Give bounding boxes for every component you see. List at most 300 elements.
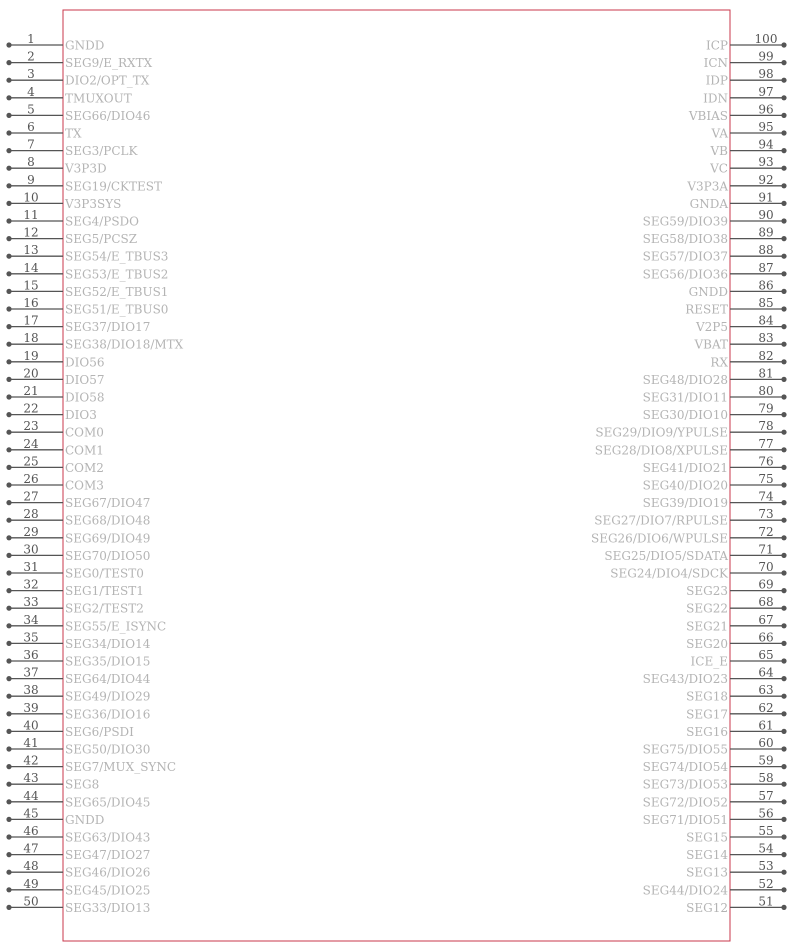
- pin-endpoint: [781, 553, 786, 558]
- pin-name: ICE_E: [690, 654, 728, 669]
- pin-name: DIO3: [65, 408, 97, 423]
- pin-endpoint: [781, 887, 786, 892]
- pin-endpoint: [781, 430, 786, 435]
- pin-name: SEG64/DIO44: [65, 672, 151, 687]
- pin-number: 36: [23, 648, 39, 662]
- pin-endpoint: [781, 834, 786, 839]
- pin-endpoint: [781, 641, 786, 646]
- pin-6: [6, 120, 82, 141]
- pin-number: 72: [758, 524, 774, 539]
- pin-endpoint: [6, 430, 11, 435]
- pin-name: SEG27/DIO7/RPULSE: [594, 513, 728, 528]
- pin-name: SEG18: [686, 689, 728, 704]
- pin-endpoint: [6, 553, 11, 558]
- pin-endpoint: [781, 482, 786, 487]
- pin-endpoint: [781, 113, 786, 118]
- pin-26: [6, 472, 104, 493]
- pin-endpoint: [781, 465, 786, 470]
- pin-name: SEG6/PSDI: [65, 724, 134, 739]
- pin-name: SEG54/E_TBUS3: [65, 249, 169, 264]
- pin-endpoint: [781, 623, 786, 628]
- pin-endpoint: [6, 887, 11, 892]
- pin-name: SEG71/DIO51: [642, 812, 728, 827]
- pin-name: SEG45/DIO25: [65, 883, 151, 898]
- pin-number: 51: [758, 894, 774, 909]
- pin-endpoint: [781, 694, 786, 699]
- pin-number: 53: [758, 859, 774, 874]
- pin-name: SEG44/DIO24: [642, 883, 728, 898]
- pin-number: 73: [758, 507, 774, 522]
- pin-97: [703, 85, 786, 106]
- pin-number: 63: [758, 683, 774, 698]
- pin-82: [710, 349, 786, 370]
- pin-endpoint: [6, 817, 11, 822]
- pin-endpoint: [781, 60, 786, 65]
- pin-8: [6, 155, 106, 176]
- pin-name: VC: [710, 161, 728, 176]
- pin-endpoint: [6, 236, 11, 241]
- pin-98: [706, 67, 787, 88]
- pin-23: [6, 419, 104, 440]
- pin-endpoint: [6, 465, 11, 470]
- pin-name: SEG36/DIO16: [65, 707, 151, 722]
- pin-number: 100: [754, 32, 778, 46]
- pin-endpoint: [6, 113, 11, 118]
- pin-name: DIO58: [65, 390, 105, 405]
- pin-number: 33: [23, 595, 39, 610]
- pin-number: 12: [23, 225, 39, 240]
- pin-number: 91: [758, 190, 774, 205]
- pin-number: 65: [758, 648, 774, 662]
- pin-number: 88: [758, 243, 774, 258]
- pin-number: 14: [23, 260, 39, 275]
- pin-number: 98: [758, 67, 774, 82]
- pin-endpoint: [6, 342, 11, 347]
- pin-number: 41: [23, 736, 39, 750]
- pin-number: 71: [758, 542, 774, 557]
- pin-number: 93: [758, 155, 774, 170]
- pin-name: SEG24/DIO4/SDCK: [610, 566, 728, 581]
- pin-name: COM1: [65, 443, 104, 458]
- pin-number: 42: [23, 753, 39, 768]
- pin-endpoint: [6, 641, 11, 646]
- pin-number: 77: [758, 436, 774, 451]
- pin-name: IDP: [705, 73, 728, 88]
- pin-number: 6: [27, 120, 35, 134]
- pin-4: [6, 85, 131, 106]
- pin-endpoint: [781, 148, 786, 153]
- pin-endpoint: [6, 254, 11, 259]
- pin-endpoint: [781, 570, 786, 575]
- pin-name: RESET: [685, 302, 728, 317]
- pin-endpoint: [6, 870, 11, 875]
- pin-name: SEG8: [65, 777, 100, 792]
- pin-name: SEG13: [686, 865, 728, 880]
- pin-number: 92: [758, 172, 774, 187]
- pin-number: 43: [23, 771, 39, 786]
- pin-endpoint: [781, 764, 786, 769]
- pin-number: 37: [23, 665, 39, 680]
- pin-name: SEG30/DIO10: [642, 408, 728, 423]
- pin-name: V3P3D: [65, 161, 107, 176]
- pin-name: GNDD: [65, 38, 105, 53]
- pin-endpoint: [781, 130, 786, 135]
- pin-number: 18: [23, 331, 39, 346]
- pin-number: 25: [23, 454, 39, 469]
- pin-number: 90: [758, 208, 774, 222]
- pin-endpoint: [781, 412, 786, 417]
- pin-19: [6, 349, 104, 370]
- pin-name: SEG14: [686, 848, 728, 863]
- pin-endpoint: [6, 394, 11, 399]
- pin-number: 17: [23, 313, 39, 328]
- pin-endpoint: [781, 271, 786, 276]
- pin-endpoint: [6, 130, 11, 135]
- pin-name: SEG49/DIO29: [65, 689, 151, 704]
- pin-name: DIO57: [65, 372, 105, 387]
- pin-name: IDN: [703, 91, 728, 106]
- pin-endpoint: [781, 870, 786, 875]
- pin-name: GNDA: [689, 196, 728, 211]
- pin-endpoint: [6, 782, 11, 787]
- pin-endpoint: [781, 359, 786, 364]
- pin-name: V2P5: [695, 320, 728, 335]
- pin-name: SEG43/DIO23: [642, 672, 728, 687]
- pin-number: 29: [23, 524, 39, 539]
- pin-endpoint: [781, 166, 786, 171]
- pin-number: 86: [758, 278, 774, 293]
- pin-endpoint: [6, 694, 11, 699]
- pin-number: 76: [758, 454, 774, 469]
- pin-endpoint: [781, 676, 786, 681]
- pin-number: 54: [758, 841, 774, 856]
- pin-endpoint: [6, 535, 11, 540]
- pin-72: [591, 525, 787, 546]
- pin-name: SEG7/MUX_SYNC: [65, 760, 177, 775]
- pin-100: [706, 32, 787, 53]
- pin-number: 60: [758, 736, 774, 750]
- pin-number: 22: [23, 401, 39, 416]
- pin-endpoint: [781, 799, 786, 804]
- pin-number: 31: [23, 560, 39, 574]
- pin-name: SEG68/DIO48: [65, 513, 151, 528]
- pin-endpoint: [781, 394, 786, 399]
- pin-number: 68: [758, 595, 774, 610]
- pin-number: 2: [27, 49, 35, 64]
- pin-endpoint: [781, 236, 786, 241]
- pin-endpoint: [781, 746, 786, 751]
- pin-name: SEG46/DIO26: [65, 865, 151, 880]
- pin-name: GNDD: [688, 284, 728, 299]
- pin-endpoint: [781, 782, 786, 787]
- pin-number: 87: [758, 260, 774, 275]
- pin-number: 13: [23, 243, 39, 258]
- pin-name: SEG5/PCSZ: [65, 232, 138, 247]
- pin-endpoint: [6, 905, 11, 910]
- pin-endpoint: [781, 852, 786, 857]
- pin-1: [6, 32, 104, 53]
- pin-name: SEG3/PCLK: [65, 144, 138, 159]
- pin-endpoint: [6, 271, 11, 276]
- pin-name: SEG67/DIO47: [65, 496, 151, 511]
- pin-name: SEG55/E_ISYNC: [65, 619, 167, 634]
- pin-endpoint: [6, 606, 11, 611]
- pin-25: [6, 454, 104, 475]
- ic-body-outline: [63, 10, 730, 941]
- pin-endpoint: [6, 482, 11, 487]
- pin-name: SEG22: [686, 601, 728, 616]
- pin-endpoint: [6, 324, 11, 329]
- pin-name: SEG28/DIO8/XPULSE: [594, 443, 728, 458]
- pin-number: 95: [758, 120, 774, 134]
- pin-name: SEG37/DIO17: [65, 320, 151, 335]
- pin-number: 3: [27, 67, 35, 82]
- pin-name: DIO56: [65, 355, 105, 370]
- pin-number: 52: [758, 876, 774, 891]
- pin-number: 67: [758, 612, 774, 627]
- pin-number: 85: [758, 296, 774, 310]
- pin-name: SEG2/TEST2: [65, 601, 144, 616]
- pin-endpoint: [6, 764, 11, 769]
- pin-name: SEG25/DIO5/SDATA: [604, 548, 728, 563]
- pin-name: SEG38/DIO18/MTX: [65, 337, 184, 352]
- pin-endpoint: [6, 306, 11, 311]
- pin-95: [710, 120, 786, 141]
- pin-number: 5: [27, 102, 35, 117]
- pin-name: ICN: [703, 56, 728, 71]
- pin-endpoint: [781, 289, 786, 294]
- pin-name: TMUXOUT: [65, 91, 132, 106]
- pin-number: 46: [23, 824, 39, 838]
- pin-number: 4: [27, 84, 35, 99]
- pin-name: VA: [711, 126, 728, 141]
- pin-name: SEG17: [686, 707, 728, 722]
- pin-endpoint: [6, 799, 11, 804]
- pin-93: [709, 155, 786, 176]
- pin-number: 70: [758, 560, 774, 574]
- pin-endpoint: [781, 42, 786, 47]
- pin-name: SEG23: [686, 584, 728, 599]
- pin-name: SEG21: [686, 619, 728, 634]
- pin-number: 84: [758, 313, 774, 328]
- pin-endpoint: [781, 342, 786, 347]
- pin-endpoint: [6, 166, 11, 171]
- pin-number: 23: [23, 419, 39, 434]
- pin-number: 7: [27, 137, 35, 152]
- pin-endpoint: [6, 289, 11, 294]
- pin-endpoint: [6, 447, 11, 452]
- pin-number: 97: [758, 84, 774, 99]
- pin-number: 20: [23, 366, 39, 381]
- pin-endpoint: [6, 78, 11, 83]
- pin-number: 48: [23, 859, 39, 874]
- pin-number: 28: [23, 507, 39, 522]
- pin-name: SEG74/DIO54: [642, 760, 728, 775]
- pin-name: SEG29/DIO9/YPULSE: [595, 425, 728, 440]
- pin-number: 44: [23, 788, 39, 803]
- pin-number: 19: [23, 348, 39, 363]
- pin-endpoint: [6, 834, 11, 839]
- pin-endpoint: [6, 218, 11, 223]
- pin-endpoint: [781, 254, 786, 259]
- pin-endpoint: [781, 500, 786, 505]
- pin-name: SEG9/E_RXTX: [65, 56, 153, 71]
- pin-endpoint: [6, 500, 11, 505]
- pin-endpoint: [781, 518, 786, 523]
- pin-number: 78: [758, 419, 774, 434]
- pin-name: SEG31/DIO11: [642, 390, 728, 405]
- pin-endpoint: [781, 729, 786, 734]
- pin-endpoint: [781, 95, 786, 100]
- pin-number: 61: [758, 718, 774, 733]
- pin-name: SEG0/TEST0: [65, 566, 144, 581]
- pin-number: 40: [23, 718, 39, 733]
- pin-name: SEG48/DIO28: [642, 372, 728, 387]
- pin-43: [6, 771, 99, 792]
- pin-name: SEG73/DIO53: [642, 777, 728, 792]
- pin-name: COM0: [65, 425, 104, 440]
- pin-number: 49: [23, 876, 39, 891]
- pin-number: 50: [23, 894, 39, 909]
- pin-name: SEG65/DIO45: [65, 795, 151, 810]
- pin-number: 11: [23, 208, 39, 222]
- pin-number: 75: [758, 472, 774, 486]
- pin-number: 81: [758, 366, 774, 381]
- pin-name: RX: [710, 355, 728, 370]
- pin-number: 58: [758, 771, 774, 786]
- pin-endpoint: [781, 324, 786, 329]
- pin-name: SEG66/DIO46: [65, 108, 151, 123]
- pin-number: 10: [23, 190, 39, 205]
- pin-endpoint: [781, 905, 786, 910]
- pin-name: SEG33/DIO13: [65, 900, 151, 915]
- pin-name: SEG69/DIO49: [65, 531, 151, 546]
- pin-number: 15: [23, 278, 39, 293]
- pin-name: SEG4/PSDO: [65, 214, 139, 229]
- pin-endpoint: [6, 201, 11, 206]
- pin-name: SEG75/DIO55: [642, 742, 728, 757]
- pin-name: SEG63/DIO43: [65, 830, 151, 845]
- pin-endpoint: [6, 148, 11, 153]
- pin-endpoint: [6, 746, 11, 751]
- pin-name: SEG34/DIO14: [65, 636, 151, 651]
- pin-name: GNDD: [65, 812, 105, 827]
- pin-endpoint: [781, 377, 786, 382]
- pin-name: SEG12: [686, 900, 728, 915]
- pin-name: SEG70/DIO50: [65, 548, 151, 563]
- pin-name: SEG41/DIO21: [642, 460, 728, 475]
- pin-endpoint: [781, 447, 786, 452]
- pin-number: 99: [758, 49, 774, 64]
- pin-number: 94: [758, 137, 774, 152]
- pin-number: 83: [758, 331, 774, 346]
- pin-name: SEG20: [686, 636, 728, 651]
- pin-number: 59: [758, 753, 774, 768]
- pin-endpoint: [781, 535, 786, 540]
- pin-endpoint: [6, 95, 11, 100]
- pin-number: 8: [27, 155, 35, 170]
- pin-number: 26: [23, 472, 39, 486]
- pin-endpoint: [781, 78, 786, 83]
- pin-endpoint: [6, 729, 11, 734]
- pin-name: SEG72/DIO52: [642, 795, 728, 810]
- pin-endpoint: [781, 658, 786, 663]
- pin-number: 89: [758, 225, 774, 240]
- pin-number: 35: [23, 630, 39, 645]
- pin-number: 39: [23, 700, 39, 715]
- pin-number: 21: [23, 384, 39, 398]
- pin-endpoint: [781, 606, 786, 611]
- pin-name: SEG1/TEST1: [65, 584, 144, 599]
- pin-94: [710, 138, 787, 159]
- pin-number: 45: [23, 806, 39, 821]
- pin-number: 47: [23, 841, 39, 856]
- pin-name: SEG58/DIO38: [642, 232, 728, 247]
- pin-endpoint: [781, 711, 786, 716]
- right-pin-column: [591, 32, 787, 915]
- pin-name: SEG52/E_TBUS1: [65, 284, 169, 299]
- pin-number: 34: [23, 612, 39, 627]
- pin-name: COM3: [65, 478, 104, 493]
- pin-endpoint: [6, 711, 11, 716]
- pin-endpoint: [6, 359, 11, 364]
- pin-number: 16: [23, 296, 39, 310]
- pin-endpoint: [781, 218, 786, 223]
- pin-name: SEG51/E_TBUS0: [65, 302, 169, 317]
- pin-name: SEG59/DIO39: [642, 214, 728, 229]
- pin-21: [6, 384, 104, 405]
- pin-name: SEG53/E_TBUS2: [65, 267, 169, 282]
- pin-99: [704, 50, 787, 71]
- pin-endpoint: [6, 588, 11, 593]
- pin-number: 80: [758, 384, 774, 398]
- pin-endpoint: [6, 570, 11, 575]
- pin-endpoint: [6, 676, 11, 681]
- pin-51: [686, 894, 786, 915]
- pin-number: 74: [758, 489, 774, 504]
- pin-endpoint: [781, 817, 786, 822]
- pin-endpoint: [781, 588, 786, 593]
- pin-number: 56: [758, 806, 774, 821]
- pin-number: 66: [758, 630, 774, 645]
- pin-number: 79: [758, 401, 774, 416]
- pin-endpoint: [6, 412, 11, 417]
- pin-number: 9: [27, 172, 35, 187]
- pin-number: 38: [23, 683, 39, 698]
- pin-number: 62: [758, 700, 774, 715]
- pin-name: SEG50/DIO30: [65, 742, 151, 757]
- pin-name: SEG16: [686, 724, 728, 739]
- pin-name: DIO2/OPT_TX: [65, 73, 150, 88]
- pin-endpoint: [6, 852, 11, 857]
- pin-name: SEG39/DIO19: [642, 496, 728, 511]
- pin-45: [6, 806, 104, 827]
- pin-number: 64: [758, 665, 774, 680]
- pin-name: SEG47/DIO27: [65, 848, 151, 863]
- pin-number: 57: [758, 788, 774, 803]
- pin-22: [6, 402, 96, 423]
- pin-number: 1: [27, 32, 35, 46]
- pin-name: ICP: [706, 38, 728, 53]
- pin-50: [6, 894, 150, 915]
- pin-name: SEG57/DIO37: [642, 249, 728, 264]
- pin-number: 27: [23, 489, 39, 504]
- pin-endpoint: [781, 201, 786, 206]
- pin-number: 96: [758, 102, 774, 117]
- pin-24: [6, 437, 104, 458]
- pin-endpoint: [781, 306, 786, 311]
- pin-endpoint: [6, 658, 11, 663]
